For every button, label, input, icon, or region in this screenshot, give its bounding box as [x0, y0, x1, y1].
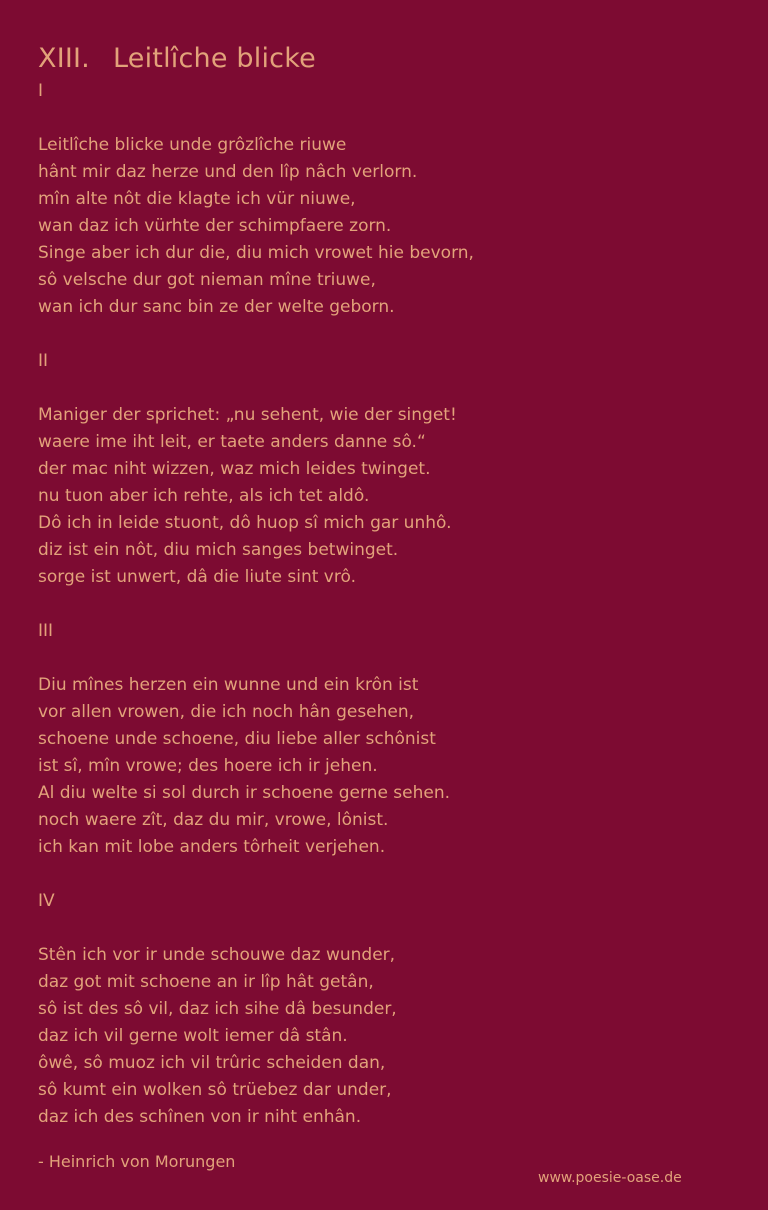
stanza-label: IV — [38, 891, 55, 911]
site-url: www.poesie-oase.de — [538, 1170, 682, 1186]
poem-line: vor allen vrowen, die ich noch hân gesehen, — [38, 702, 415, 722]
poem-line: wan ich dur sanc bin ze der welte geborn. — [38, 297, 395, 317]
poem-line: hânt mir daz herze und den lîp nâch verlorn. — [38, 162, 418, 182]
poem-line: waere ime iht leit, er taete anders danne sô.“ — [38, 432, 426, 452]
poem-line: daz got mit schoene an ir lîp hât getân, — [38, 972, 374, 992]
poem-line: sô kumt ein wolken sô trüebez dar under, — [38, 1080, 392, 1100]
poem-line: sorge ist unwert, dâ die liute sint vrô. — [38, 567, 356, 587]
poem-line: daz ich vil gerne wolt iemer dâ stân. — [38, 1026, 348, 1046]
poem-line: sô ist des sô vil, daz ich sihe dâ besunder, — [38, 999, 397, 1019]
poem-number: XIII. — [38, 43, 90, 74]
poem-page — [38, 40, 718, 1175]
poem-line: schoene unde schoene, diu liebe aller schônist — [38, 729, 436, 749]
poem-line: der mac niht wizzen, waz mich leides twinget. — [38, 459, 431, 479]
stanza — [38, 888, 718, 1131]
stanza-label: II — [38, 351, 49, 371]
poem-line: Stên ich vor ir unde schouwe daz wunder, — [38, 945, 396, 965]
poem-author: - Heinrich von Morungen — [38, 1152, 236, 1171]
poem-line: ich kan mit lobe anders tôrheit verjehen. — [38, 837, 386, 857]
poem-line: diz ist ein nôt, diu mich sanges betwinget. — [38, 540, 399, 560]
poem-title-text: Leitlîche blicke — [113, 43, 316, 74]
stanza — [38, 78, 718, 321]
poem-line: daz ich des schînen von ir niht enhân. — [38, 1107, 362, 1127]
stanza — [38, 348, 718, 591]
poem-line: Maniger der sprichet: „nu sehent, wie der singet! — [38, 405, 457, 425]
poem-line: Leitlîche blicke unde grôzlîche riuwe — [38, 135, 347, 155]
poem-line: wan daz ich vürhte der schimpfaere zorn. — [38, 216, 392, 236]
poem-line: Diu mînes herzen ein wunne und ein krôn ist — [38, 675, 419, 695]
poem-line: noch waere zît, daz du mir, vrowe, lônist. — [38, 810, 389, 830]
stanza-label: I — [38, 81, 44, 101]
poem-title — [38, 40, 718, 78]
poem-line: ist sî, mîn vrowe; des hoere ich ir jehen. — [38, 756, 378, 776]
poem-line: mîn alte nôt die klagte ich vür niuwe, — [38, 189, 356, 209]
poem-line: nu tuon aber ich rehte, als ich tet aldô. — [38, 486, 370, 506]
stanza — [38, 618, 718, 861]
poem-line: Al diu welte si sol durch ir schoene gerne sehen. — [38, 783, 451, 803]
poem-line: Dô ich in leide stuont, dô huop sî mich gar unhô. — [38, 513, 452, 533]
stanza-label: III — [38, 621, 54, 641]
poem-line: Singe aber ich dur die, diu mich vrowet hie bevorn, — [38, 243, 474, 263]
poem-line: ôwê, sô muoz ich vil trûric scheiden dan, — [38, 1053, 386, 1073]
poem-line: sô velsche dur got nieman mîne triuwe, — [38, 270, 376, 290]
